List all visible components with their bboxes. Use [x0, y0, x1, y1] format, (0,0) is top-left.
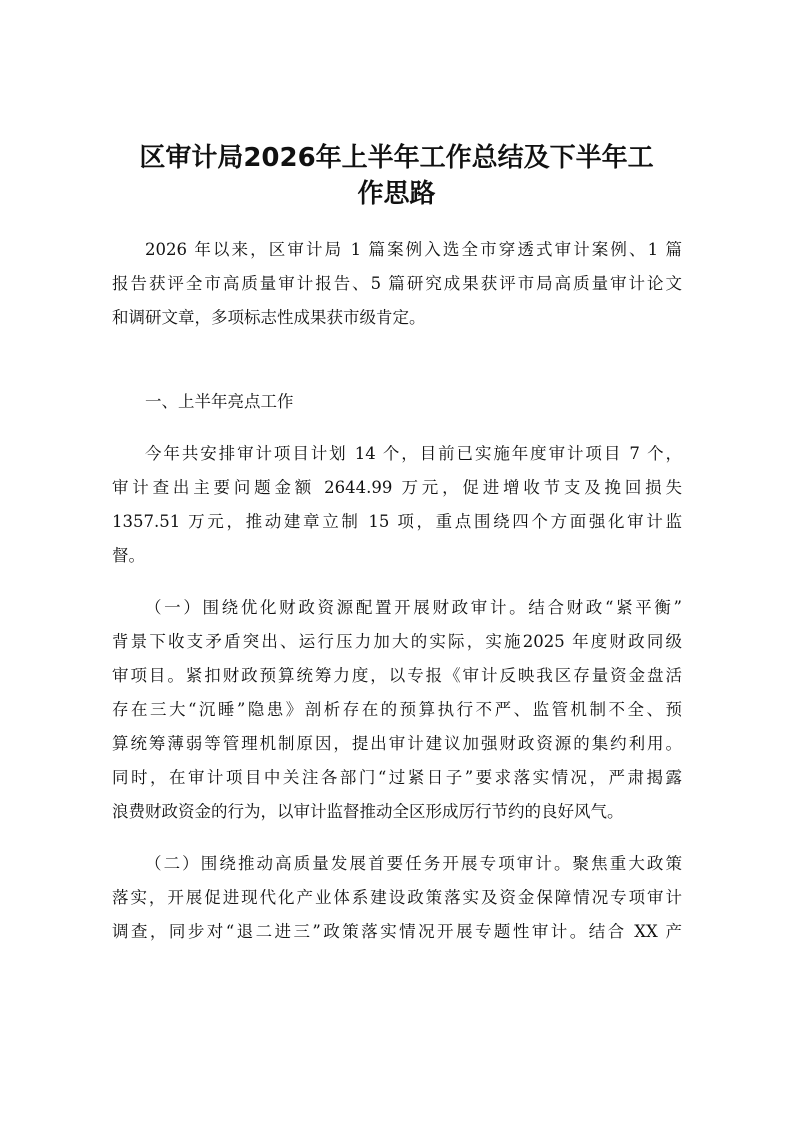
fiscal-audit-paragraph-line: 存在三大“沉睡”隐患》剖析存在的预算执行不严、监管机制不全、预 — [112, 700, 682, 719]
document-title — [90, 140, 703, 212]
summary-paragraph-line: 审计查出主要问题金额 2644.99 万元，促进增收节支及挽回损失 — [112, 478, 682, 497]
intro-paragraph-line: 报告获评全市高质量审计报告、5 篇研究成果获评市局高质量审计论文 — [112, 274, 682, 293]
special-audit-paragraph-line: 落实，开展促进现代化产业体系建设政策落实及资金保障情况专项审计 — [112, 888, 682, 907]
fiscal-audit-paragraph-line: （一）围绕优化财政资源配置开展财政审计。结合财政“紧平衡” — [145, 598, 682, 617]
title-line-2: 作思路 — [357, 179, 436, 209]
section-heading: 一、上半年亮点工作 — [145, 392, 294, 411]
summary-paragraph-line: 今年共安排审计项目计划 14 个，目前已实施年度审计项目 7 个， — [145, 444, 682, 463]
summary-paragraph-line: 1357.51 万元，推动建章立制 15 项，重点围绕四个方面强化审计监 — [112, 512, 682, 531]
fiscal-audit-paragraph-line: 浪费财政资金的行为，以审计监督推动全区形成厉行节约的良好风气。 — [112, 802, 624, 821]
intro-paragraph-line: 和调研文章，多项标志性成果获市级肯定。 — [112, 308, 426, 327]
fiscal-audit-paragraph-line: 算统筹薄弱等管理机制原因，提出审计建议加强财政资源的集约利用。 — [112, 734, 682, 753]
title-line-1: 区审计局2026年上半年工作总结及下半年工 — [139, 143, 654, 173]
intro-paragraph-line: 2026 年以来，区审计局 1 篇案例入选全市穿透式审计案例、1 篇 — [145, 240, 682, 259]
special-audit-paragraph-line: （二）围绕推动高质量发展首要任务开展专项审计。聚焦重大政策 — [145, 854, 682, 873]
fiscal-audit-paragraph-line: 背景下收支矛盾突出、运行压力加大的实际，实施2025 年度财政同级 — [112, 632, 682, 651]
fiscal-audit-paragraph-line: 审项目。紧扣财政预算统筹力度，以专报《审计反映我区存量资金盘活 — [112, 666, 682, 685]
fiscal-audit-paragraph-line: 同时，在审计项目中关注各部门“过紧日子”要求落实情况，严肃揭露 — [112, 768, 682, 787]
summary-paragraph-line: 督。 — [112, 546, 145, 565]
special-audit-paragraph-line: 调查，同步对“退二进三”政策落实情况开展专题性审计。结合 XX 产 — [112, 922, 682, 941]
